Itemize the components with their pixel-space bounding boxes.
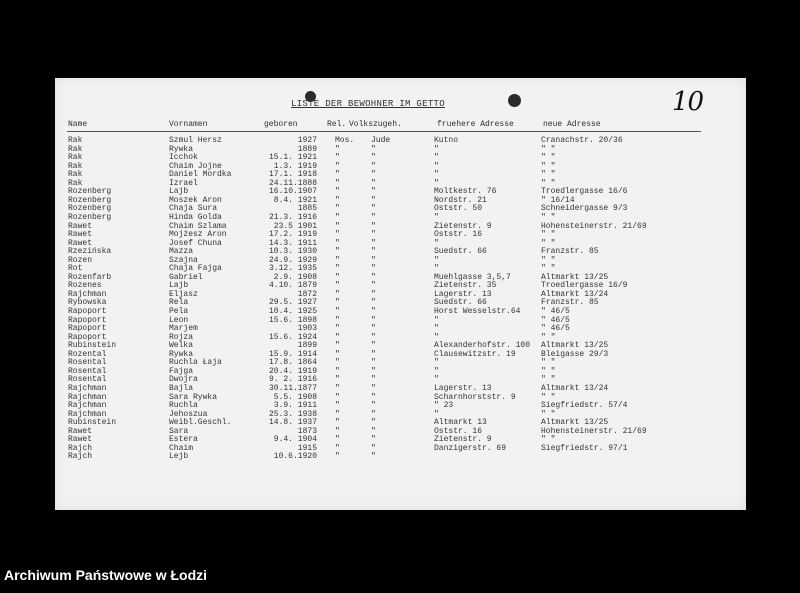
- cell-surname: Rosental: [68, 375, 107, 385]
- cell-religion: ": [335, 281, 340, 291]
- cell-birth-date: 15.6. 1898: [268, 315, 317, 325]
- cell-birth-date: 1885: [297, 204, 317, 214]
- cell-surname: Rak: [68, 161, 83, 171]
- cell-birth-date: 3.9. 1911: [273, 401, 317, 411]
- cell-first-names: Mazza: [169, 247, 194, 257]
- cell-birth-date: 2.9. 1908: [273, 272, 317, 282]
- cell-birth-date: 17.1. 1918: [268, 170, 317, 180]
- cell-birth-date: 17.2. 1919: [268, 230, 317, 240]
- cell-surname: Rozenberg: [68, 204, 112, 214]
- cell-religion: ": [335, 315, 340, 325]
- cell-previous-address: Moltkestr. 76: [434, 187, 497, 197]
- cell-previous-address: Alexanderhofstr. 100: [434, 341, 531, 351]
- cell-nationality: ": [371, 426, 376, 436]
- cell-birth-date: 14.3. 1911: [268, 238, 317, 248]
- cell-surname: Rosental: [68, 358, 107, 368]
- cell-surname: Rozen: [68, 255, 93, 265]
- cell-surname: Rapoport: [68, 332, 107, 342]
- cell-religion: Mos.: [335, 136, 355, 145]
- cell-first-names: Josef Chuna: [169, 238, 222, 248]
- cell-previous-address: ": [434, 375, 439, 385]
- cell-surname: Rawet: [68, 435, 93, 445]
- cell-nationality: ": [371, 443, 376, 453]
- cell-birth-date: 9.4. 1904: [273, 435, 317, 445]
- cell-new-address: Franzstr. 85: [541, 298, 599, 308]
- cell-surname: Rapoport: [68, 324, 107, 334]
- cell-surname: Rozenberg: [68, 187, 112, 197]
- cell-birth-date: 17.8. 1864: [268, 358, 317, 368]
- column-header-first-names: Vornamen: [169, 120, 208, 129]
- cell-nationality: ": [371, 204, 376, 214]
- cell-religion: ": [335, 383, 340, 393]
- cell-previous-address: Lagerstr. 13: [434, 289, 492, 299]
- cell-surname: Rak: [68, 178, 83, 188]
- cell-nationality: ": [371, 187, 376, 197]
- cell-previous-address: ": [434, 315, 439, 325]
- cell-first-names: Welka: [169, 341, 194, 351]
- cell-first-names: Lajb: [169, 281, 189, 291]
- cell-new-address: Siegfriedstr. 97/1: [541, 443, 628, 453]
- cell-surname: Rak: [68, 170, 83, 180]
- cell-previous-address: ": [434, 358, 439, 368]
- cell-nationality: Jude: [371, 136, 391, 145]
- cell-new-address: " ": [541, 264, 556, 274]
- cell-first-names: Weibl.Geschl.: [169, 418, 232, 428]
- cell-first-names: Daniel Mordka: [169, 170, 232, 180]
- cell-new-address: " ": [541, 212, 556, 222]
- cell-new-address: Hohensteinerstr. 21/69: [541, 426, 647, 436]
- cell-surname: Rajchman: [68, 383, 107, 393]
- cell-nationality: ": [371, 435, 376, 445]
- cell-surname: Rubinstein: [68, 341, 117, 351]
- cell-new-address: Troedlergasse 16/6: [541, 187, 628, 197]
- header-divider: [67, 131, 701, 132]
- cell-nationality: ": [371, 332, 376, 342]
- column-header-previous-address: fruehere Adresse: [437, 120, 514, 129]
- cell-birth-date: 1.3. 1919: [273, 161, 317, 171]
- cell-religion: ": [335, 298, 340, 308]
- cell-religion: ": [335, 264, 340, 274]
- cell-religion: ": [335, 255, 340, 265]
- cell-previous-address: ": [434, 324, 439, 334]
- cell-birth-date: 14.8. 1937: [268, 418, 317, 428]
- cell-new-address: Altmarkt 13/24: [541, 383, 609, 393]
- cell-first-names: Pela: [169, 307, 189, 316]
- cell-first-names: Rojza: [169, 332, 194, 342]
- cell-religion: ": [335, 401, 340, 411]
- cell-nationality: ": [371, 307, 376, 316]
- cell-first-names: Rela: [169, 298, 189, 308]
- cell-birth-date: 10.3. 1930: [268, 247, 317, 257]
- cell-surname: Rak: [68, 136, 83, 145]
- cell-new-address: Schneidergasse 9/3: [541, 204, 628, 214]
- cell-previous-address: ": [434, 366, 439, 376]
- cell-birth-date: 9. 2. 1916: [268, 375, 317, 385]
- cell-religion: ": [335, 238, 340, 248]
- cell-new-address: " ": [541, 230, 556, 240]
- cell-birth-date: 15.9. 1914: [268, 349, 317, 359]
- cell-previous-address: Horst Wesselstr.64: [434, 307, 521, 316]
- cell-birth-date: 21.3. 1916: [268, 212, 317, 222]
- cell-previous-address: ": [434, 212, 439, 222]
- cell-previous-address: Zietenstr. 9: [434, 221, 492, 231]
- document-sheet: [55, 78, 746, 510]
- cell-previous-address: Danzigerstr. 69: [434, 443, 507, 453]
- cell-surname: Rawet: [68, 221, 93, 231]
- cell-new-address: " ": [541, 435, 556, 445]
- cell-first-names: Dwojra: [169, 375, 198, 385]
- cell-surname: Rozental: [68, 349, 107, 359]
- column-header-name: Name: [68, 120, 88, 129]
- cell-first-names: Szajna: [169, 255, 198, 265]
- cell-new-address: Altmarkt 13/25: [541, 418, 609, 428]
- cell-surname: Rapoport: [68, 307, 107, 316]
- cell-religion: ": [335, 272, 340, 282]
- cell-first-names: Szmul Hersz: [169, 136, 222, 145]
- cell-nationality: ": [371, 375, 376, 385]
- cell-birth-date: 8.4. 1921: [273, 195, 317, 205]
- cell-new-address: " ": [541, 366, 556, 376]
- cell-first-names: Chaim: [169, 443, 194, 453]
- cell-religion: ": [335, 409, 340, 419]
- document-title: LISTE DER BEWOHNER IM GETTO: [291, 99, 445, 109]
- cell-new-address: " 16/14: [541, 195, 575, 205]
- cell-religion: ": [335, 204, 340, 214]
- cell-birth-date: 1899: [297, 341, 317, 351]
- cell-new-address: " ": [541, 332, 556, 342]
- cell-first-names: Chaim Jojne: [169, 161, 222, 171]
- footer-bar: [0, 553, 800, 593]
- cell-surname: Rawet: [68, 238, 93, 248]
- cell-new-address: Troedlergasse 16/9: [541, 281, 628, 291]
- cell-surname: Rajchman: [68, 409, 107, 419]
- column-header-nationality: Volkszugeh.: [349, 120, 402, 129]
- cell-first-names: Eljasz: [169, 289, 198, 299]
- cell-new-address: " 46/5: [541, 307, 570, 316]
- cell-surname: Rzezińska: [68, 247, 112, 257]
- cell-nationality: ": [371, 418, 376, 428]
- cell-nationality: ": [371, 255, 376, 265]
- cell-previous-address: ": [434, 178, 439, 188]
- cell-birth-date: 16.10.1907: [268, 187, 317, 197]
- cell-previous-address: Suedstr. 66: [434, 247, 487, 257]
- cell-new-address: Hohensteinerstr. 21/69: [541, 221, 647, 231]
- cell-first-names: Rywka: [169, 349, 194, 359]
- cell-birth-date: 4.10. 1879: [268, 281, 317, 291]
- cell-previous-address: Oststr. 16: [434, 426, 483, 436]
- cell-religion: ": [335, 195, 340, 205]
- cell-religion: ": [335, 289, 340, 299]
- cell-surname: Rozenberg: [68, 195, 112, 205]
- cell-surname: Rybowska: [68, 298, 107, 308]
- cell-new-address: " ": [541, 375, 556, 385]
- cell-first-names: Chaim Szlama: [169, 221, 227, 231]
- cell-nationality: ": [371, 383, 376, 393]
- cell-nationality: ": [371, 264, 376, 274]
- cell-first-names: Icchok: [169, 153, 198, 163]
- cell-first-names: Leon: [169, 315, 189, 325]
- cell-birth-date: 15.6. 1924: [268, 332, 317, 342]
- cell-birth-date: 29.5. 1927: [268, 298, 317, 308]
- cell-religion: ": [335, 144, 340, 154]
- cell-religion: ": [335, 392, 340, 402]
- cell-religion: ": [335, 349, 340, 359]
- cell-birth-date: 1915: [297, 443, 317, 453]
- cell-nationality: ": [371, 272, 376, 282]
- cell-surname: Rapoport: [68, 315, 107, 325]
- cell-religion: ": [335, 366, 340, 376]
- cell-surname: Rak: [68, 153, 83, 163]
- cell-new-address: " ": [541, 144, 556, 154]
- cell-birth-date: 23.5 1901: [273, 221, 317, 231]
- cell-previous-address: ": [434, 153, 439, 163]
- cell-new-address: Bleigasse 29/3: [541, 349, 609, 359]
- cell-first-names: Sara: [169, 426, 189, 436]
- cell-previous-address: ": [434, 332, 439, 342]
- cell-previous-address: ": [434, 238, 439, 248]
- cell-previous-address: Kutno: [434, 136, 459, 145]
- cell-first-names: Jehoszua: [169, 409, 208, 419]
- cell-new-address: Altmarkt 13/24: [541, 289, 609, 299]
- cell-new-address: Altmarkt 13/25: [541, 272, 609, 282]
- cell-first-names: Izrael: [169, 178, 198, 188]
- cell-birth-date: 15.1. 1921: [268, 153, 317, 163]
- cell-new-address: " ": [541, 358, 556, 368]
- cell-religion: ": [335, 358, 340, 368]
- cell-religion: ": [335, 230, 340, 240]
- cell-religion: ": [335, 324, 340, 334]
- cell-birth-date: 1903: [297, 324, 317, 334]
- cell-previous-address: ": [434, 144, 439, 154]
- cell-previous-address: ": [434, 264, 439, 274]
- cell-first-names: Rywka: [169, 144, 194, 154]
- cell-previous-address: Altmarkt 13: [434, 418, 487, 428]
- cell-new-address: Altmarkt 13/25: [541, 341, 609, 351]
- cell-nationality: ": [371, 195, 376, 205]
- cell-birth-date: 10.4. 1925: [268, 307, 317, 316]
- cell-religion: ": [335, 426, 340, 436]
- cell-new-address: Siegfriedstr. 57/4: [541, 401, 628, 411]
- cell-new-address: " ": [541, 255, 556, 265]
- cell-first-names: Gabriel: [169, 272, 203, 282]
- cell-birth-date: 10.6.1920: [273, 452, 317, 462]
- cell-religion: ": [335, 452, 340, 462]
- cell-nationality: ": [371, 144, 376, 154]
- cell-surname: Rubinstein: [68, 418, 117, 428]
- cell-previous-address: ": [434, 255, 439, 265]
- cell-previous-address: Clausewitzstr. 19: [434, 349, 516, 359]
- cell-previous-address: Lagerstr. 13: [434, 383, 492, 393]
- cell-religion: ": [335, 221, 340, 231]
- cell-religion: ": [335, 153, 340, 163]
- cell-nationality: ": [371, 401, 376, 411]
- cell-birth-date: 24.11.1888: [268, 178, 317, 188]
- cell-nationality: ": [371, 341, 376, 351]
- cell-nationality: ": [371, 281, 376, 291]
- cell-new-address: " ": [541, 153, 556, 163]
- cell-nationality: ": [371, 349, 376, 359]
- cell-surname: Rajchman: [68, 392, 107, 402]
- cell-surname: Rot: [68, 264, 83, 274]
- cell-nationality: ": [371, 170, 376, 180]
- cell-birth-date: 1872: [297, 289, 317, 299]
- cell-nationality: ": [371, 409, 376, 419]
- cell-nationality: ": [371, 298, 376, 308]
- cell-nationality: ": [371, 392, 376, 402]
- cell-first-names: Lajb: [169, 187, 189, 197]
- cell-religion: ": [335, 332, 340, 342]
- cell-new-address: " 46/5: [541, 324, 570, 334]
- cell-first-names: Marjem: [169, 324, 198, 334]
- cell-nationality: ": [371, 238, 376, 248]
- cell-first-names: Hinda Golda: [169, 212, 222, 222]
- cell-first-names: Ruchla: [169, 401, 198, 411]
- cell-new-address: " 46/5: [541, 315, 570, 325]
- cell-first-names: Mojżesz Aron: [169, 230, 227, 240]
- cell-previous-address: ": [434, 170, 439, 180]
- cell-new-address: " ": [541, 170, 556, 180]
- cell-religion: ": [335, 212, 340, 222]
- cell-previous-address: Nordstr. 21: [434, 195, 487, 205]
- cell-previous-address: Scharnhorststr. 9: [434, 392, 516, 402]
- cell-surname: Rawet: [68, 230, 93, 240]
- cell-nationality: ": [371, 247, 376, 257]
- cell-new-address: " ": [541, 409, 556, 419]
- cell-nationality: ": [371, 230, 376, 240]
- cell-religion: ": [335, 443, 340, 453]
- cell-previous-address: " 23: [434, 401, 454, 411]
- cell-previous-address: Suedstr. 66: [434, 298, 487, 308]
- cell-first-names: Ruchla Łaja: [169, 358, 222, 368]
- cell-religion: ": [335, 341, 340, 351]
- cell-first-names: Moszek Aron: [169, 195, 222, 205]
- cell-first-names: Estera: [169, 435, 198, 445]
- cell-new-address: " ": [541, 238, 556, 248]
- cell-surname: Rak: [68, 144, 83, 154]
- cell-previous-address: Oststr. 50: [434, 204, 483, 214]
- cell-birth-date: 25.3. 1938: [268, 409, 317, 419]
- handwritten-page-number: 10: [672, 87, 704, 117]
- cell-nationality: ": [371, 161, 376, 171]
- cell-birth-date: 30.11.1877: [268, 383, 317, 393]
- cell-previous-address: ": [434, 409, 439, 419]
- cell-surname: Rajchman: [68, 401, 107, 411]
- cell-nationality: ": [371, 324, 376, 334]
- cell-nationality: ": [371, 452, 376, 462]
- cell-previous-address: Oststr. 16: [434, 230, 483, 240]
- punch-hole: [508, 94, 521, 107]
- cell-surname: Rosental: [68, 366, 107, 376]
- cell-nationality: ": [371, 289, 376, 299]
- column-header-born: geboren: [264, 120, 298, 129]
- archive-label: Archiwum Państwowe w Łodzi: [4, 567, 208, 583]
- cell-religion: ": [335, 178, 340, 188]
- cell-previous-address: Zietenstr. 35: [434, 281, 497, 291]
- cell-birth-date: 1889: [297, 144, 317, 154]
- cell-previous-address: ": [434, 161, 439, 171]
- cell-first-names: Chaja Sura: [169, 204, 218, 214]
- cell-religion: ": [335, 435, 340, 445]
- cell-religion: ": [335, 418, 340, 428]
- cell-religion: ": [335, 307, 340, 316]
- cell-religion: ": [335, 247, 340, 257]
- column-header-new-address: neue Adresse: [543, 120, 601, 129]
- cell-nationality: ": [371, 178, 376, 188]
- cell-surname: Rozenes: [68, 281, 102, 291]
- cell-religion: ": [335, 161, 340, 171]
- cell-surname: Rozenberg: [68, 212, 112, 222]
- cell-nationality: ": [371, 315, 376, 325]
- cell-surname: Rawet: [68, 426, 93, 436]
- cell-new-address: Franzstr. 85: [541, 247, 599, 257]
- cell-nationality: ": [371, 153, 376, 163]
- cell-nationality: ": [371, 358, 376, 368]
- cell-surname: Rozenfarb: [68, 272, 112, 282]
- cell-birth-date: 1873: [297, 426, 317, 436]
- cell-birth-date: 3.12. 1935: [268, 264, 317, 274]
- cell-religion: ": [335, 187, 340, 197]
- cell-first-names: Sara Rywka: [169, 392, 218, 402]
- table-row: [55, 453, 746, 462]
- cell-surname: Rajch: [68, 443, 93, 453]
- cell-new-address: " ": [541, 392, 556, 402]
- cell-first-names: Chaja Fajga: [169, 264, 222, 274]
- cell-birth-date: 5.5. 1908: [273, 392, 317, 402]
- cell-birth-date: 24.9. 1929: [268, 255, 317, 265]
- cell-nationality: ": [371, 212, 376, 222]
- cell-new-address: Cranachstr. 20/36: [541, 136, 623, 145]
- cell-first-names: Lejb: [169, 452, 189, 462]
- cell-religion: ": [335, 170, 340, 180]
- cell-birth-date: 1927: [297, 136, 317, 145]
- cell-previous-address: Muehlgasse 3,5,7: [434, 272, 511, 282]
- cell-surname: Rajch: [68, 452, 93, 462]
- cell-nationality: ": [371, 366, 376, 376]
- cell-previous-address: Zietenstr. 9: [434, 435, 492, 445]
- column-header-religion: Rel.: [327, 120, 347, 129]
- cell-nationality: ": [371, 221, 376, 231]
- cell-surname: Rajchman: [68, 289, 107, 299]
- cell-new-address: " ": [541, 178, 556, 188]
- cell-first-names: Bajla: [169, 383, 194, 393]
- cell-religion: ": [335, 375, 340, 385]
- cell-birth-date: 20.4. 1919: [268, 366, 317, 376]
- cell-new-address: " ": [541, 161, 556, 171]
- cell-first-names: Fajga: [169, 366, 194, 376]
